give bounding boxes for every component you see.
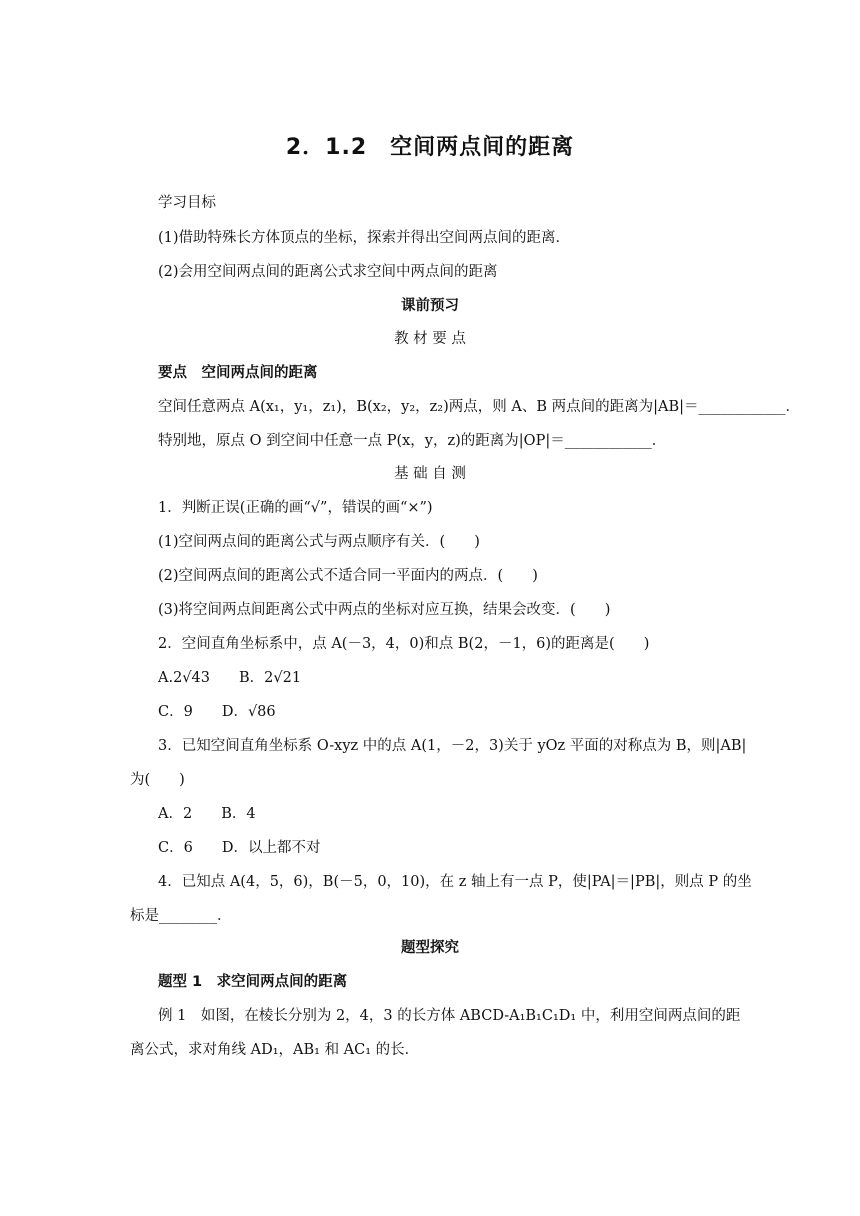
question-3-options-ab: A．2 B．4 xyxy=(158,806,256,822)
question-3-line-1: 3．已知空间直角坐标系 O-xyz 中的点 A(1，－2，3)关于 yOz 平面的对称点为 B，则|AB| xyxy=(158,738,747,754)
origin-distance-line: 特别地，原点 O 到空间中任意一点 P(x，y，z)的距离为|OP|＝____________． xyxy=(158,433,667,449)
question-1-item-3: (3)将空间两点间距离公式中两点的坐标对应互换，结果会改变．( ) xyxy=(158,602,611,618)
preview-heading: 课前预习 xyxy=(401,298,459,314)
objective-item-1: (1)借助特殊长方体顶点的坐标，探索并得出空间两点间的距离． xyxy=(158,230,571,246)
textbook-points-heading: 教 材 要 点 xyxy=(394,331,466,347)
example-1-line-1: 例 1 如图，在棱长分别为 2，4，3 的长方体 ABCD-A₁B₁C₁D₁ 中，利用空间两点间的距 xyxy=(158,1008,741,1024)
key-point-title: 要点 空间两点间的距离 xyxy=(158,365,318,381)
distance-formula-line: 空间任意两点 A(x₁，y₁，z₁)，B(x₂，y₂，z₂)两点，则 A、B 两点间的距离为|AB|＝____________． xyxy=(158,399,800,415)
question-4-line-2: 标是________． xyxy=(130,908,232,924)
example-1-line-2: 离公式，求对角线 AD₁，AB₁ 和 AC₁ 的长． xyxy=(130,1042,420,1058)
page-title: 2．1.2 空间两点间的距离 xyxy=(285,135,575,160)
question-2-options-ab: A.2√43 B．2√21 xyxy=(158,670,302,686)
question-2-options-cd: C．9 D．√86 xyxy=(158,704,276,720)
question-3-line-2: 为( ) xyxy=(130,772,185,788)
question-2: 2．空间直角坐标系中，点 A(－3，4，0)和点 B(2，－1，6)的距离是( ) xyxy=(158,636,650,652)
question-1: 1．判断正误(正确的画“√”，错误的画“×”) xyxy=(158,500,433,516)
explore-heading: 题型探究 xyxy=(401,940,459,956)
question-1-item-2: (2)空间两点间的距离公式不适合同一平面内的两点．( ) xyxy=(158,568,538,584)
objectives-heading: 学习目标 xyxy=(158,195,216,211)
self-test-heading: 基 础 自 测 xyxy=(394,466,466,482)
question-3-options-cd: C．6 D．以上都不对 xyxy=(158,840,321,856)
objective-item-2: (2)会用空间两点间的距离公式求空间中两点间的距离 xyxy=(158,264,498,280)
question-1-item-1: (1)空间两点间的距离公式与两点顺序有关．( ) xyxy=(158,534,480,550)
question-4-line-1: 4．已知点 A(4，5，6)，B(－5，0，10)，在 z 轴上有一点 P，使|PA|＝|PB|，则点 P 的坐 xyxy=(158,874,752,890)
question-type-1-title: 题型 1 求空间两点间的距离 xyxy=(158,974,348,990)
